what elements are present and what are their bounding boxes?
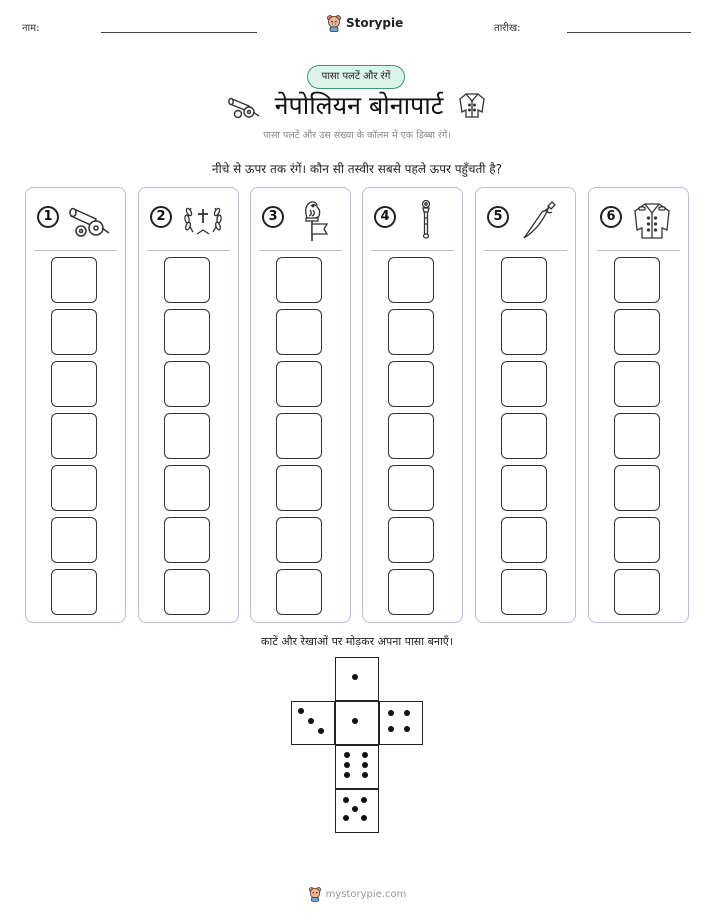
color-box-2[interactable] — [164, 517, 210, 563]
pip — [352, 718, 358, 724]
column-number: 2 — [150, 206, 172, 228]
pip — [298, 708, 304, 714]
pip — [362, 772, 368, 778]
color-box-3[interactable] — [388, 465, 434, 511]
column-divider — [597, 250, 680, 251]
color-box-6[interactable] — [501, 309, 547, 355]
color-box-4[interactable] — [164, 413, 210, 459]
color-box-4[interactable] — [51, 413, 97, 459]
color-box-4[interactable] — [388, 413, 434, 459]
color-box-5[interactable] — [164, 361, 210, 407]
color-box-2[interactable] — [614, 517, 660, 563]
color-box-6[interactable] — [164, 309, 210, 355]
pip — [352, 674, 358, 680]
eagle-standard-icon — [293, 198, 337, 242]
brand-name: Storypie — [346, 16, 404, 30]
color-box-3[interactable] — [164, 465, 210, 511]
activity-badge: पासा पलटें और रंगें — [307, 65, 405, 89]
color-box-2[interactable] — [51, 517, 97, 563]
uniform-jacket-icon — [457, 90, 487, 120]
coloring-instruction: नीचे से ऊपर तक रंगें। कौन सी तस्वीर सबसे पहले ऊपर पहुँचती है? — [211, 162, 503, 176]
color-box-6[interactable] — [614, 309, 660, 355]
saber-icon — [518, 198, 562, 242]
color-box-1[interactable] — [614, 569, 660, 615]
die-face-4 — [379, 701, 423, 745]
column-header — [589, 188, 688, 250]
color-box-6[interactable] — [276, 309, 322, 355]
color-box-1[interactable] — [276, 569, 322, 615]
color-box-3[interactable] — [501, 465, 547, 511]
color-box-5[interactable] — [614, 361, 660, 407]
color-box-7[interactable] — [614, 257, 660, 303]
color-box-7[interactable] — [276, 257, 322, 303]
color-box-1[interactable] — [51, 569, 97, 615]
pip — [361, 815, 367, 821]
color-box-3[interactable] — [51, 465, 97, 511]
footer — [0, 886, 714, 902]
pip — [388, 710, 394, 716]
column-header — [476, 188, 575, 250]
column-header — [251, 188, 350, 250]
cannon-icon — [227, 90, 261, 120]
color-box-1[interactable] — [164, 569, 210, 615]
column-divider — [259, 250, 342, 251]
color-box-5[interactable] — [388, 361, 434, 407]
color-box-1[interactable] — [501, 569, 547, 615]
pip — [344, 762, 350, 768]
bear-mascot-icon — [326, 14, 342, 32]
pip — [308, 718, 314, 724]
pip — [404, 710, 410, 716]
name-write-line — [101, 32, 257, 33]
column-divider — [34, 250, 117, 251]
color-box-3[interactable] — [276, 465, 322, 511]
pip — [361, 797, 367, 803]
column-divider — [484, 250, 567, 251]
column-5 — [475, 187, 576, 623]
color-box-4[interactable] — [276, 413, 322, 459]
color-box-7[interactable] — [164, 257, 210, 303]
cannon-icon — [68, 198, 112, 240]
column-number: 1 — [37, 206, 59, 228]
column-3 — [250, 187, 351, 623]
column-header — [139, 188, 238, 250]
color-box-4[interactable] — [501, 413, 547, 459]
column-number: 4 — [374, 206, 396, 228]
color-box-3[interactable] — [614, 465, 660, 511]
color-box-7[interactable] — [501, 257, 547, 303]
pip — [343, 797, 349, 803]
pip — [343, 815, 349, 821]
color-box-6[interactable] — [388, 309, 434, 355]
color-box-1[interactable] — [388, 569, 434, 615]
color-box-7[interactable] — [51, 257, 97, 303]
column-2 — [138, 187, 239, 623]
column-number: 5 — [487, 206, 509, 228]
column-divider — [147, 250, 230, 251]
color-box-5[interactable] — [276, 361, 322, 407]
uniform-jacket-icon — [631, 198, 675, 242]
color-box-6[interactable] — [51, 309, 97, 355]
name-label: नाम: — [22, 23, 40, 34]
pip — [318, 728, 324, 734]
color-box-5[interactable] — [51, 361, 97, 407]
column-1 — [25, 187, 126, 623]
bear-mascot-icon — [308, 886, 322, 902]
pip — [344, 772, 350, 778]
date-write-line — [567, 32, 691, 33]
die-face-1 — [335, 657, 379, 701]
pip — [352, 806, 358, 812]
pip — [344, 752, 350, 758]
color-box-4[interactable] — [614, 413, 660, 459]
scepter-icon — [405, 198, 449, 242]
laurel-wreath-icon — [181, 198, 225, 240]
date-label: तारीख: — [494, 23, 521, 34]
title-row — [0, 88, 714, 122]
die-face-3 — [291, 701, 335, 745]
color-box-2[interactable] — [388, 517, 434, 563]
pip — [404, 726, 410, 732]
die-face-1-center — [335, 701, 379, 745]
column-header — [363, 188, 462, 250]
color-box-2[interactable] — [501, 517, 547, 563]
pip — [388, 726, 394, 732]
cut-fold-instruction: काटें और रेखाओं पर मोड़कर अपना पासा बनाएँ। — [260, 635, 454, 648]
pip — [362, 752, 368, 758]
page-title: नेपोलियन बोनापार्ट — [274, 91, 444, 120]
column-4 — [362, 187, 463, 623]
color-box-2[interactable] — [276, 517, 322, 563]
color-box-5[interactable] — [501, 361, 547, 407]
page-subtitle: पासा पलटें और उस संख्या के कॉलम में एक डिब्बा रंगें। — [263, 130, 451, 141]
color-box-7[interactable] — [388, 257, 434, 303]
column-number: 3 — [262, 206, 284, 228]
column-header — [26, 188, 125, 250]
die-face-5 — [335, 789, 379, 833]
pip — [362, 762, 368, 768]
column-divider — [371, 250, 454, 251]
brand-logo — [326, 14, 403, 32]
footer-website: mystorypie.com — [325, 888, 407, 900]
column-number: 6 — [600, 206, 622, 228]
column-6 — [588, 187, 689, 623]
die-face-6 — [335, 745, 379, 789]
